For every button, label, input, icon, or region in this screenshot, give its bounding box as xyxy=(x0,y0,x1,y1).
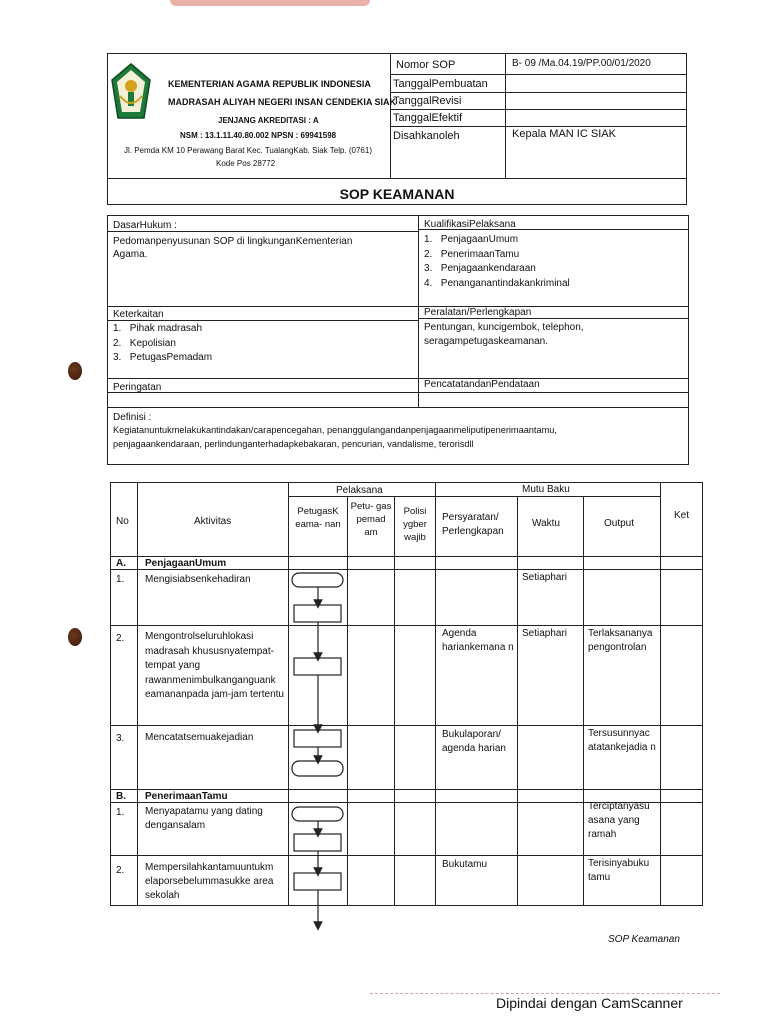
row-aktivitas: Mencatatsemuakejadian xyxy=(145,732,254,743)
row-waktu: Setiaphari xyxy=(522,628,568,639)
col-header-aktivitas: Aktivitas xyxy=(194,516,232,527)
row-persyaratan: Bukutamu xyxy=(442,859,488,870)
list-item: 2. PenerimaanTamu xyxy=(424,248,520,260)
kualifikasi-label: KualifikasiPelaksana xyxy=(424,219,516,230)
col-header-petugas-pemadam: Petu- gas pemad am xyxy=(350,501,392,538)
address-postcode: Kode Pos 28772 xyxy=(216,159,276,168)
keterkaitan-list xyxy=(113,322,212,366)
flow-process-box xyxy=(294,873,341,890)
accreditation: JENJANG AKREDITASI : A xyxy=(218,116,319,125)
row-aktivitas: Menyapatamu yang dating dengansalam xyxy=(145,806,263,831)
row-no: 1. xyxy=(116,807,125,818)
col-header-pelaksana: Pelaksana xyxy=(336,485,383,496)
field-label-tanggal-pembuatan: TanggalPembuatan xyxy=(393,78,488,90)
row-persyaratan: Bukulaporan/ agenda harian xyxy=(442,729,506,754)
definisi-line-1: Kegiatanuntukmelakukantindakan/carapencegahan, penanggulangandanpenjagaanmeliputipenerimaantamu, xyxy=(113,425,557,435)
flow-start-terminator xyxy=(292,807,343,821)
list-item: 1. Pihak madrasah xyxy=(113,323,203,334)
pencatatan-label: PencatatandanPendataan xyxy=(424,379,540,390)
row-aktivitas: Mengisiabsenkehadiran xyxy=(145,574,251,585)
keterkaitan-label: Keterkaitan xyxy=(113,309,164,320)
row-waktu: Setiaphari xyxy=(522,572,568,583)
col-header-output: Output xyxy=(604,518,635,529)
row-aktivitas: Mempersilahkantamuuntukm elaporsebelummasukke area sekolah xyxy=(145,862,274,901)
flow-process-box xyxy=(294,730,341,747)
col-header-petugas-keamanan: PetugasK eama- nan xyxy=(295,506,341,530)
flow-process-box xyxy=(294,834,341,851)
field-label-tanggal-revisi: TanggalRevisi xyxy=(393,95,462,107)
col-header-ket: Ket xyxy=(674,510,690,521)
footer-doc-name: SOP Keamanan xyxy=(608,934,680,945)
field-value-nomor-sop: B- 09 /Ma.04.19/PP.00/01/2020 xyxy=(512,58,651,69)
list-item: 3. Penjagaankendaraan xyxy=(424,263,536,274)
peralatan-text: Pentungan, kuncigembok, telephon, seragampetugaskeamanan. xyxy=(424,322,584,347)
section-b-no: B. xyxy=(116,791,126,802)
flow-start-terminator xyxy=(292,573,343,587)
field-label-tanggal-efektif: TanggalEfektif xyxy=(393,112,463,124)
row-persyaratan: Agenda hariankemana n xyxy=(442,628,514,653)
field-value-disahkan-oleh: Kepala MAN IC SIAK xyxy=(512,128,616,140)
row-output: Terlaksananya pengontrolan xyxy=(588,628,653,653)
list-item: 4. Penanganantindakankriminal xyxy=(424,277,570,289)
col-header-persyaratan: Persyaratan/ Perlengkapan xyxy=(442,512,504,537)
definisi-line-2: penjagaankendaraan, perlindunganterhadapkebakaran, pencurian, vandalisme, terorisdll xyxy=(113,439,474,449)
camscanner-watermark: Dipindai dengan CamScanner xyxy=(496,995,683,1011)
flowchart xyxy=(288,560,348,940)
punch-hole xyxy=(68,362,82,380)
list-item: 1. PenjagaanUmum xyxy=(424,234,519,245)
row-no: 2. xyxy=(116,633,125,644)
row-output: Terisinyabuku tamu xyxy=(588,858,650,883)
row-no: 2. xyxy=(116,865,125,876)
nsm-npsn: NSM : 13.1.11.40.80.002 NPSN : 69941598 xyxy=(180,131,337,140)
school-name: MADRASAH ALIYAH NEGERI INSAN CENDEKIA SIAK xyxy=(168,97,397,107)
flow-end-terminator xyxy=(292,761,343,776)
col-header-no: No xyxy=(116,516,129,527)
row-aktivitas: Mengontrolseluruhlokasi madrasah khususnyatempat-tempat yang rawanmenimbulkanganguank eamananpada jam-jam tertentu xyxy=(145,631,284,700)
row-output: Terciptanyasu asana yang ramah xyxy=(588,801,650,840)
row-no: 1. xyxy=(116,574,125,585)
row-output: Tersusunnyac atatankejadia n xyxy=(588,728,656,753)
col-header-mutu-baku: Mutu Baku xyxy=(522,484,570,495)
kualifikasi-list xyxy=(424,233,570,291)
punch-hole xyxy=(68,628,82,646)
ministry-name: KEMENTERIAN AGAMA REPUBLIK INDONESIA xyxy=(168,79,371,89)
flow-process-box xyxy=(294,658,341,675)
col-header-polisi: Polisi ygber wajib xyxy=(403,506,427,543)
dasar-hukum-text: Pedomanpenyusunan SOP di lingkunganKementerian Agama. xyxy=(113,236,353,260)
dasar-hukum-label: DasarHukum : xyxy=(113,220,177,231)
top-edge-mark xyxy=(170,0,370,6)
peralatan-label: Peralatan/Perlengkapan xyxy=(424,307,532,318)
row-no: 3. xyxy=(116,733,125,744)
field-label-disahkan-oleh: Disahkanoleh xyxy=(393,130,460,142)
list-item: 2. Kepolisian xyxy=(113,337,176,349)
address-line: Jl. Pemda KM 10 Perawang Barat Kec. TualangKab. Siak Telp. (0761) xyxy=(124,146,372,155)
section-a-title: PenjagaanUmum xyxy=(145,558,227,569)
list-item: 3. PetugasPemadam xyxy=(113,352,213,363)
definisi-label: Definisi : xyxy=(113,412,152,423)
flow-process-box xyxy=(294,605,341,622)
document-title: SOP KEAMANAN xyxy=(339,186,455,202)
section-a-no: A. xyxy=(116,558,126,569)
section-b-title: PenerimaanTamu xyxy=(145,791,228,802)
field-label-nomor-sop: Nomor SOP xyxy=(396,59,456,71)
peringatan-label: Peringatan xyxy=(113,382,162,393)
col-header-waktu: Waktu xyxy=(532,518,560,529)
ministry-logo xyxy=(110,62,152,122)
